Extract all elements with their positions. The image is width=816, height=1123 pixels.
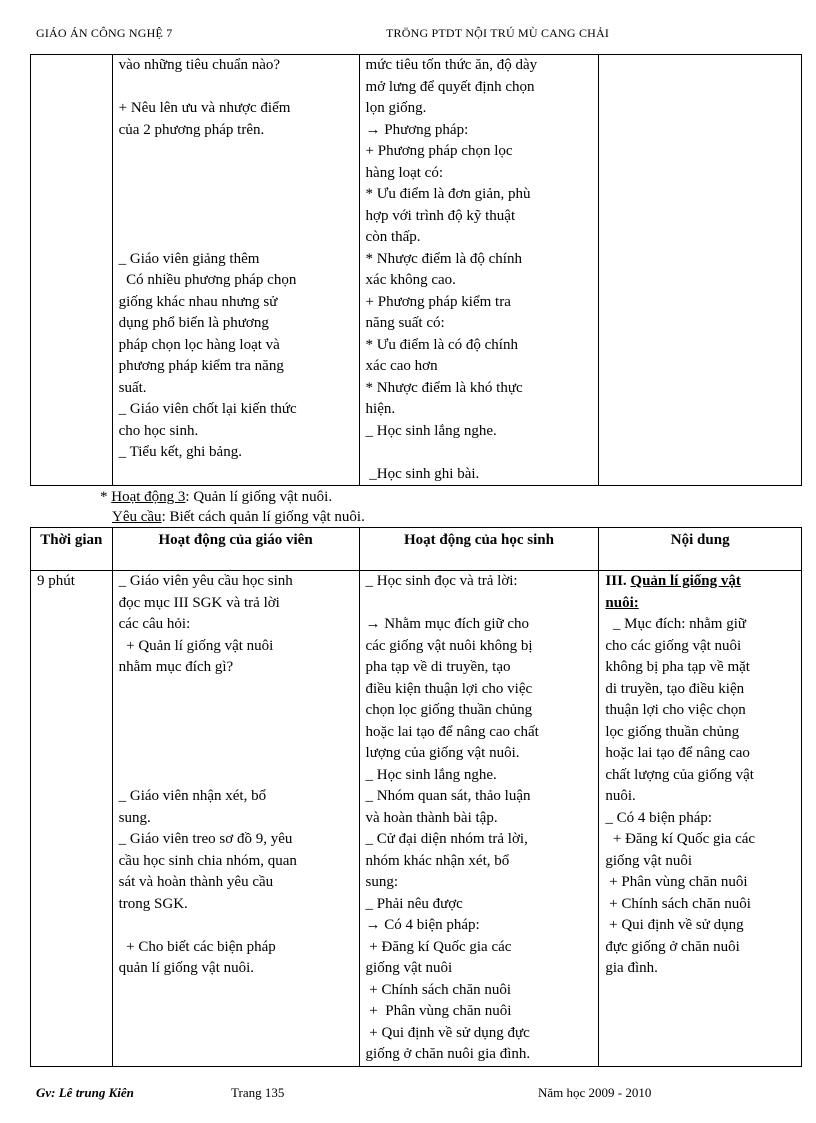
text-line: lọn giống. <box>365 100 427 116</box>
text-line: thuận lợi cho việc chọn <box>605 702 746 718</box>
text-line: _ Giáo viên chốt lại kiến thức <box>118 401 297 417</box>
text-line: hoặc lai tạo để nâng cao chất <box>365 723 539 740</box>
time-cell <box>31 55 113 486</box>
text-line: _ Có 4 biện pháp: <box>605 809 713 826</box>
content-title <box>605 571 795 593</box>
text-line: hiện. <box>365 401 396 417</box>
text-line: năng suất có: <box>365 315 445 331</box>
text-line: + Phương pháp chọn lọc <box>365 143 513 159</box>
text-line: * Nhược điểm là khó thực <box>365 379 523 396</box>
footer-author: Gv: Lê trung Kiên <box>36 1085 134 1100</box>
content-title-continued: nuôi: <box>605 594 639 611</box>
text-line: xác cao hơn <box>365 358 438 374</box>
text-line <box>119 227 353 249</box>
text-line <box>119 765 353 787</box>
text-line <box>119 722 353 744</box>
header-content: Nội dung <box>599 528 802 571</box>
text-line: _Học sinh ghi bài. <box>365 465 480 482</box>
activity-title-text: : Quản lí giống vật nuôi. <box>185 489 333 505</box>
text-line: hợp với trình độ kỹ thuật <box>365 207 516 224</box>
text-line: _ Cử đại diện nhóm trả lời, <box>365 831 528 847</box>
content-title-number: III. <box>605 573 631 589</box>
content-cell <box>599 55 802 486</box>
table-row <box>31 55 802 486</box>
lesson-table-continued <box>30 54 802 486</box>
text-line <box>119 679 353 701</box>
text-line: hàng loạt có: <box>365 164 444 181</box>
text-line: giống khác nhau nhưng sử <box>118 293 278 310</box>
text-line: cầu học sinh chia nhóm, quan <box>118 852 297 869</box>
text-line: _ Học sinh lắng nghe. <box>365 766 497 783</box>
text-line: nhằm mục đích gì? <box>118 659 234 675</box>
text-line: _ Mục đích: nhằm giữ <box>605 616 747 632</box>
text-line: của 2 phương pháp trên. <box>118 121 265 138</box>
text-line: * Ưu điểm là đơn giản, phù <box>365 186 531 202</box>
text-line: + Quản lí giống vật nuôi <box>118 637 274 654</box>
text-line: + Qui định về sử dụng đực <box>365 1024 530 1041</box>
text-line: Có nhiều phương pháp chọn <box>118 272 297 288</box>
time-cell: 9 phút <box>31 571 113 1067</box>
student-activity-cell <box>359 571 599 1067</box>
text-line: sung: <box>365 874 399 890</box>
text-line: + Qui định về sử dụng <box>605 917 744 933</box>
text-line: phương pháp kiểm tra năng <box>118 358 284 374</box>
text-line: hoặc lai tạo để nâng cao <box>605 745 750 761</box>
text-line: + Nêu lên ưu và nhược điểm <box>118 100 291 116</box>
text-line: + Cho biết các biện pháp <box>118 938 276 955</box>
text-line <box>119 163 353 185</box>
content-lines <box>605 614 795 980</box>
text-line: nuôi. <box>605 788 636 804</box>
text-line: + Đăng kí Quốc gia các <box>605 831 756 847</box>
text-line: giống vật nuôi <box>365 960 453 976</box>
text-line: + Phân vùng chăn nuôi <box>605 874 748 890</box>
text-line: suất. <box>118 379 147 396</box>
text-line <box>119 141 353 163</box>
text-line: gia đình. <box>605 960 658 976</box>
text-line <box>366 593 593 615</box>
text-line <box>119 206 353 228</box>
text-line: + Chính sách chăn nuôi <box>605 895 751 912</box>
content-title-text: Quản lí giống vật <box>630 573 741 589</box>
text-line: giống ở chăn nuôi gia đình. <box>365 1046 531 1062</box>
text-line: mở lưng để quyết định chọn <box>365 78 535 95</box>
text-line <box>119 700 353 722</box>
text-line: cho các giống vật nuôi <box>605 637 742 654</box>
text-line: _ Học sinh đọc và trả lời: <box>365 573 518 589</box>
text-line: + Đăng kí Quốc gia các <box>365 938 512 955</box>
text-line: cho học sinh. <box>118 422 199 439</box>
text-line: _ Tiểu kết, ghi bảng. <box>118 444 242 460</box>
text-line: còn thấp. <box>365 229 421 245</box>
text-line: đực giống ở chăn nuôi <box>605 938 740 955</box>
text-line: các giống vật nuôi không bị <box>365 637 533 654</box>
text-line: giống vật nuôi <box>605 852 693 869</box>
activity-requirement <box>112 507 365 527</box>
text-line: _ Phải nêu được <box>365 895 463 912</box>
text-line: trong SGK. <box>118 895 188 912</box>
text-line: nhóm khác nhận xét, bổ <box>365 852 510 869</box>
text-line: điều kiện thuận lợi cho việc <box>365 680 533 697</box>
header-student: Hoạt động của học sinh <box>359 528 599 571</box>
text-line: → Phương pháp: <box>365 121 469 138</box>
text-line: _ Giáo viên nhận xét, bổ <box>118 788 267 804</box>
student-activity-cell <box>359 55 599 486</box>
text-line <box>119 184 353 206</box>
requirement-text: : Biết cách quản lí giống vật nuôi. <box>161 509 365 525</box>
text-line: chọn lọc giống thuần chủng <box>365 702 533 718</box>
text-line: chất lượng của giống vật <box>605 766 754 783</box>
text-line: _ Giáo viên treo sơ đồ 9, yêu <box>118 831 293 847</box>
text-line <box>366 442 593 464</box>
text-line: vào những tiêu chuẩn nào? <box>118 57 281 73</box>
text-line <box>119 915 353 937</box>
text-line: sung. <box>118 809 151 826</box>
text-line: di truyền, tạo điều kiện <box>605 680 745 697</box>
activity-title-label: Hoạt động 3 <box>111 489 186 505</box>
text-line: đọc mục III SGK và trả lời <box>118 594 280 611</box>
text-line: _ Giáo viên giảng thêm <box>118 250 260 267</box>
text-line: _ Giáo viên yêu cầu học sinh <box>118 573 293 589</box>
table-header-row <box>31 528 802 571</box>
text-line: dụng phổ biến là phương <box>118 315 269 331</box>
footer-school-year: Năm học 2009 - 2010 <box>538 1085 652 1100</box>
text-line: * Ưu điểm là có độ chính <box>365 336 518 353</box>
header-teacher: Hoạt động của giáo viên <box>112 528 359 571</box>
text-line: + Phân vùng chăn nuôi <box>365 1003 512 1019</box>
header-time: Thời gian <box>31 528 113 571</box>
text-line: _ Học sinh lắng nghe. <box>365 422 497 439</box>
text-line: sát và hoàn thành yêu cầu <box>118 874 274 890</box>
text-line: → Nhằm mục đích giữ cho <box>365 616 530 632</box>
header-left: GIÁO ÁN CÔNG NGHỆ 7 <box>36 26 173 40</box>
table-row <box>31 571 802 1067</box>
activity3-table <box>30 527 802 1067</box>
text-line <box>119 77 353 99</box>
text-line: _ Nhóm quan sát, thảo luận <box>365 788 531 804</box>
text-line: + Phương pháp kiểm tra <box>365 293 511 310</box>
teacher-activity-cell <box>112 55 359 486</box>
text-line: không bị pha tạp về mặt <box>605 659 750 675</box>
text-line: → Có 4 biện pháp: <box>365 917 480 933</box>
text-line: quản lí giống vật nuôi. <box>118 960 255 976</box>
text-line <box>119 743 353 765</box>
teacher-activity-cell <box>112 571 359 1067</box>
text-line: và hoàn thành bài tập. <box>365 809 498 826</box>
text-line: pháp chọn lọc hàng loạt và <box>118 336 280 353</box>
header-right: TRÖNG PTDT NỘI TRÚ MÙ CANG CHẢI <box>386 26 610 40</box>
text-line: các câu hỏi: <box>118 616 191 632</box>
text-line: lọc giống thuần chủng <box>605 723 740 740</box>
footer-page-number: Trang 135 <box>231 1085 285 1100</box>
text-line: + Chính sách chăn nuôi <box>365 981 512 998</box>
text-line: * Nhược điểm là độ chính <box>365 250 522 267</box>
content-cell <box>599 571 802 1067</box>
text-line: lượng của giống vật nuôi. <box>365 745 520 761</box>
activity-bullet: * <box>100 489 112 505</box>
text-line: pha tạp về di truyền, tạo <box>365 659 511 675</box>
text-line: mức tiêu tốn thức ăn, độ dày <box>365 57 538 73</box>
requirement-label: Yêu cầu <box>112 509 162 525</box>
activity-title <box>100 487 332 507</box>
text-line: xác không cao. <box>365 272 456 288</box>
